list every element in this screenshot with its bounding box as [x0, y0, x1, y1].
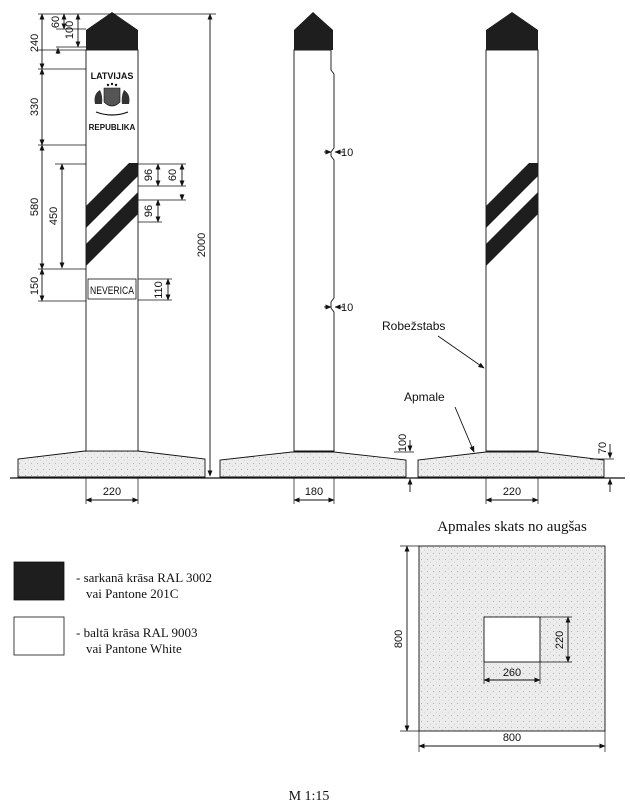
dim-notch-bottom: 10	[341, 302, 354, 314]
dim-hole-height: 220	[554, 630, 566, 650]
name-plate-text: NEVERICA	[90, 285, 135, 297]
dim-plate-section: 150	[29, 276, 41, 296]
legend-item-red-line1: - sarkanā krāsa RAL 3002	[76, 570, 212, 585]
dim-total-height: 2000	[196, 232, 208, 258]
post-back	[460, 12, 564, 451]
legend	[14, 562, 212, 656]
legend-swatch-white	[14, 617, 64, 655]
dim-plate-height: 110	[153, 281, 165, 299]
dim-cap-tip: 60	[50, 15, 62, 29]
dim-top-section: 240	[29, 33, 41, 53]
legend-swatch-red	[14, 562, 64, 600]
legend-item-white-line2: vai Pantone White	[86, 641, 182, 656]
dim-post-width-front: 220	[102, 486, 122, 498]
top-view-title: Apmales skats no augšas	[437, 519, 587, 535]
dim-stripe-width-1: 96	[143, 168, 155, 182]
label-robezstabs: Robežstabs	[382, 319, 446, 333]
coat-of-arms-line1: LATVIJAS	[90, 71, 134, 81]
dim-base-height-side: 100	[397, 433, 409, 453]
dim-outer-width: 800	[502, 732, 522, 744]
post-front-cap	[86, 12, 138, 50]
dim-post-depth: 180	[304, 486, 324, 498]
post-side-cap	[294, 12, 333, 50]
dim-notch-top: 10	[341, 147, 354, 159]
base-front	[18, 451, 205, 477]
dim-emblem-section: 330	[29, 97, 41, 117]
dim-hole-width: 260	[502, 667, 522, 679]
label-apmale: Apmale	[404, 390, 445, 404]
top-view-hole	[484, 617, 540, 662]
dim-post-width-back: 220	[502, 486, 522, 498]
dim-stripe-section: 580	[29, 197, 41, 217]
base-back	[418, 452, 604, 477]
coat-of-arms-line2: REPUBLIKA	[88, 123, 136, 132]
post-back-cap	[486, 12, 538, 50]
post-side	[294, 12, 334, 451]
dim-base-height-back: 70	[597, 441, 609, 455]
dim-cap-total: 100	[64, 20, 76, 40]
scale-label: M 1:15	[288, 789, 330, 804]
dim-stripes-span: 450	[48, 206, 60, 226]
dim-stripe-gap: 60	[167, 168, 179, 182]
top-view	[393, 519, 605, 752]
dim-stripe-width-2: 96	[143, 204, 155, 218]
legend-item-red-line2: vai Pantone 201C	[86, 586, 179, 601]
post-front	[38, 12, 164, 451]
base-side	[220, 452, 406, 477]
dim-outer-height: 800	[393, 629, 405, 649]
legend-item-white-line1: - baltā krāsa RAL 9003	[76, 625, 198, 640]
